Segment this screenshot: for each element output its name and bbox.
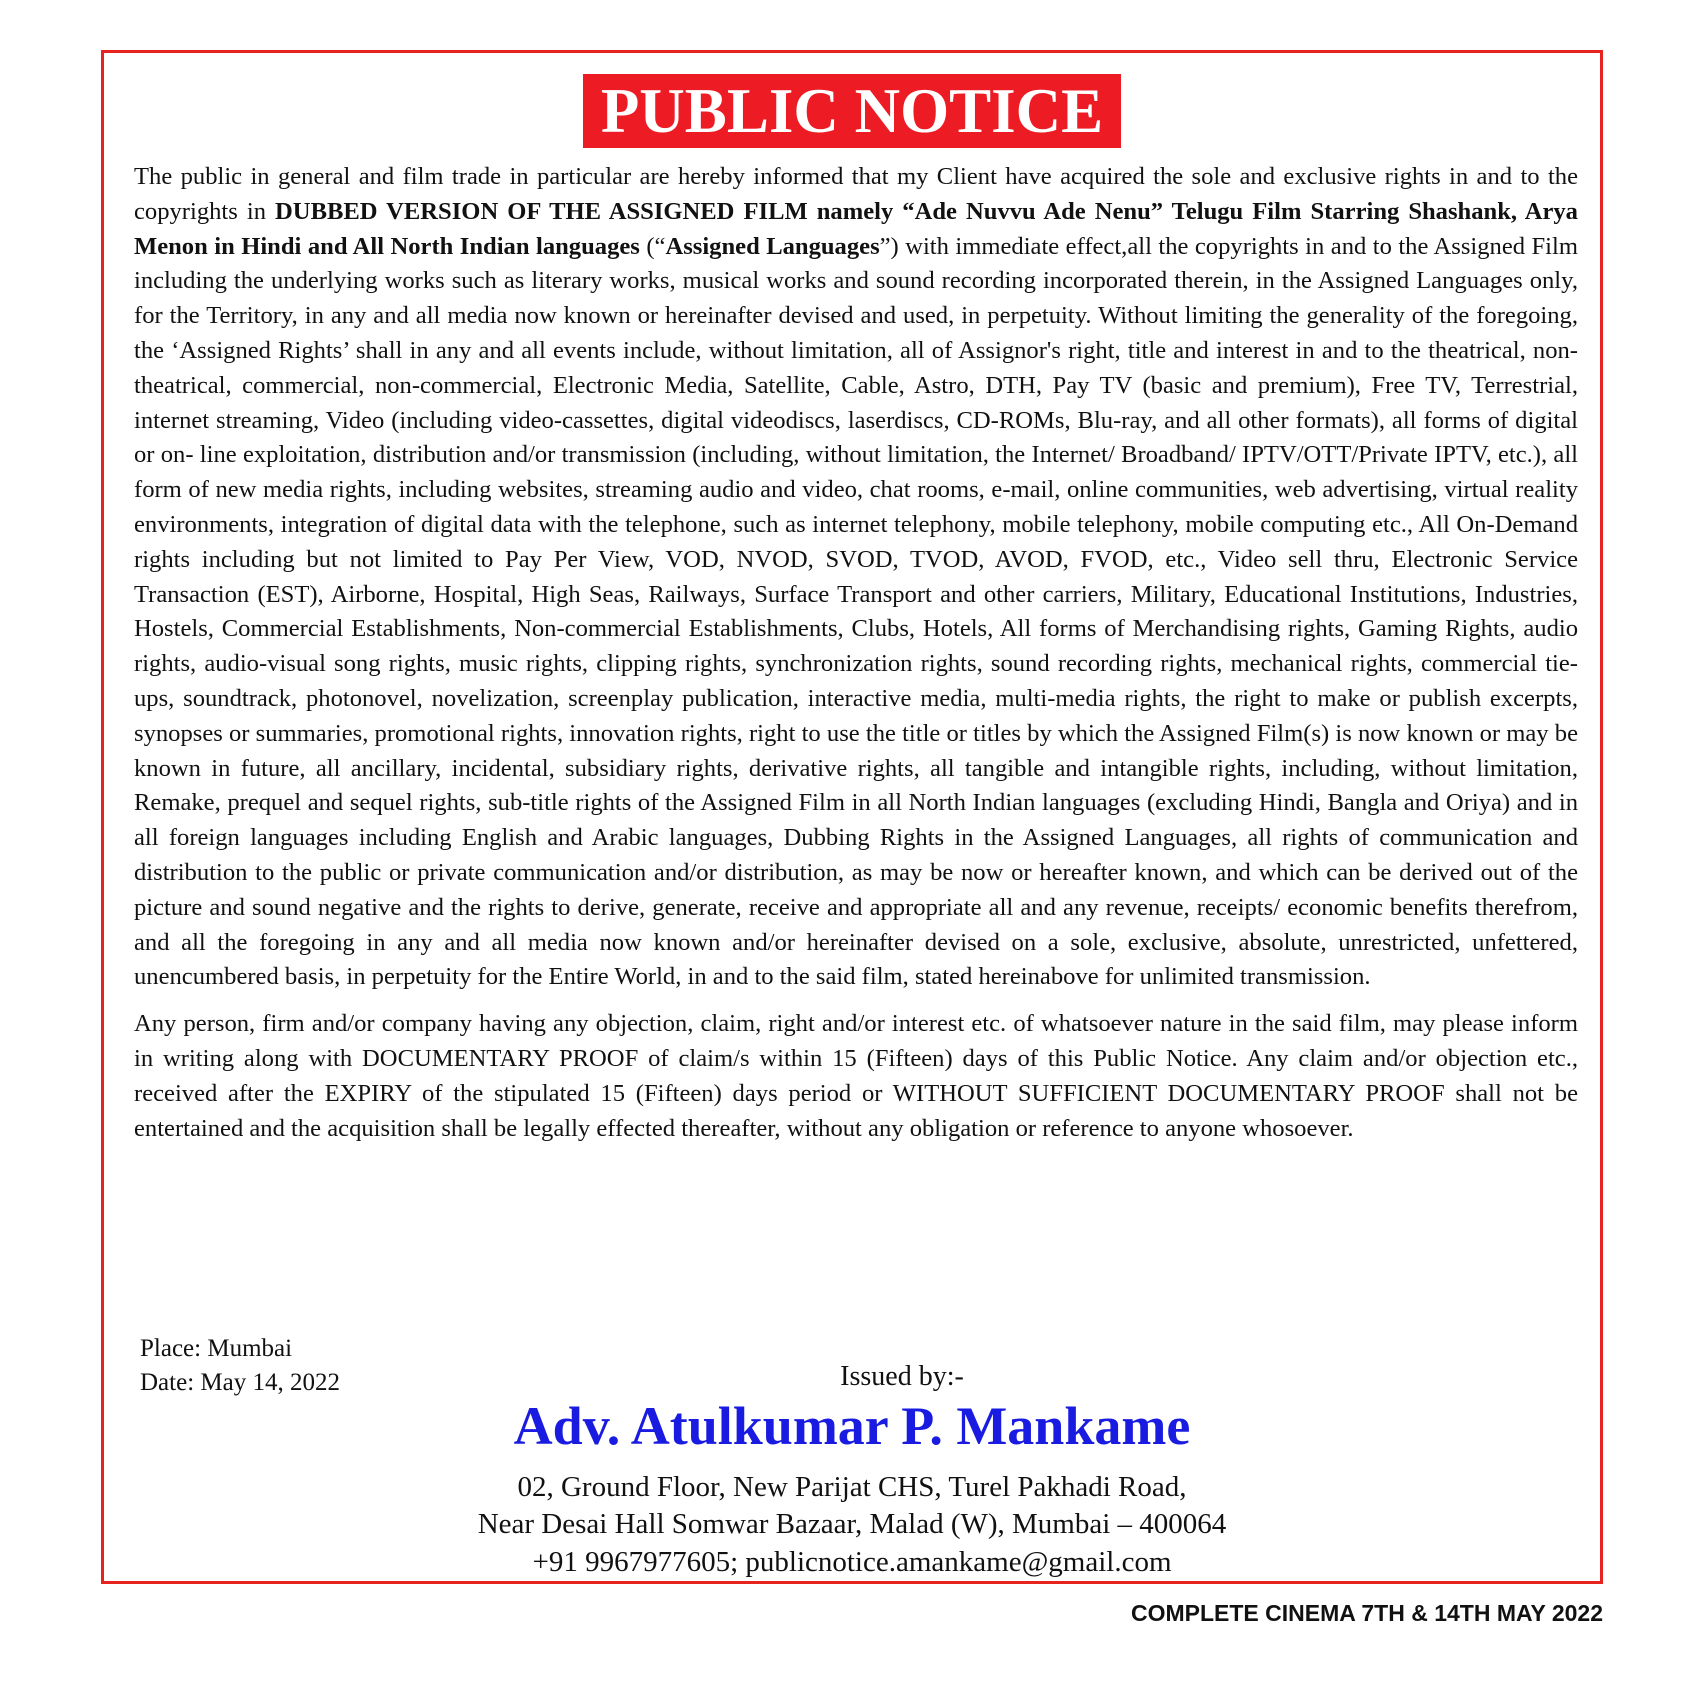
title-wrap <box>104 74 1600 148</box>
notice-title: PUBLIC NOTICE <box>583 74 1121 148</box>
p1-bold-film: DUBBED VERSION OF THE ASSIGNED FILM namely “Ade Nuvvu Ade Nenu” Telugu Film Starring Shashank, Arya Menon in Hindi and All North Indian languages <box>134 197 1578 260</box>
advocate-name: Adv. Atulkumar P. Mankame <box>513 1396 1191 1456</box>
p1-text-2: (“ <box>639 232 666 260</box>
address-line-1: 02, Ground Floor, New Parijat CHS, Turel Pakhadi Road, <box>517 1471 1187 1503</box>
paragraph-rights <box>134 160 1578 995</box>
notice-frame <box>101 50 1603 1584</box>
publication-footer: COMPLETE CINEMA 7TH & 14TH MAY 2022 <box>1130 1600 1603 1626</box>
p1-bold-languages: Assigned Languages <box>665 232 880 260</box>
p1-text-1: The public in general and film trade in particular are hereby informed that my Client have acquired the sole and exclusive rights in and to the copyrights in <box>134 163 1578 225</box>
notice-body <box>134 160 1578 1146</box>
address-line-2: Near Desai Hall Somwar Bazaar, Malad (W), Mumbai – 400064 <box>477 1508 1227 1540</box>
p1-text-3: ”) with immediate effect,all the copyrights in and to the Assigned Film including the underlying works such as literary works, musical works and sound recording incorporated therein, in the Assigned Languages only, for the Territory, in any and all media now known or hereinafter devised and used, in perpetuity. Without limiting the generality of the foregoing, the ‘Assigned Rights’ shall in any and all events include, without limitation, all of Assignor's right, title and interest in and to the theatrical, non-theatrical, commercial, non-commercial, Electronic Media, Satellite, Cable, Astro, DTH, Pay TV (basic and premium), Free TV, Terrestrial, internet streaming, Video (including video-cassettes, digital videodiscs, laserdiscs, CD-ROMs, Blu-ray, and all other formats), all forms of digital or on- line exploitation, distribution and/or transmission (including, without limitation, the Internet/ Broadband/ IPTV/OTT/Private IPTV, etc.), all form of new media rights, including websites, streaming audio and video, chat rooms, e-mail, online communities, web advertising, virtual reality environments, integration of digital data with the telephone, such as internet telephony, mobile telephony, mobile computing etc., All On-Demand rights including but not limited to Pay Per View, VOD, NVOD, SVOD, TVOD, AVOD, FVOD, etc., Video sell thru, Electronic Service Transaction (EST), Airborne, Hospital, High Seas, Railways, Surface Transport and other carriers, Military, Educational Institutions, Industries, Hostels, Commercial Establishments, Non-commercial Establishments, Clubs, Hotels, All forms of Merchandising rights, Gaming Rights, audio rights, audio-visual song rights, music rights, clipping rights, synchronization rights, sound recording rights, mechanical rights, commercial tie-ups, soundtrack, photonovel, novelization, screenplay publication, interactive media, multi-media rights, the right to make or publish excerpts, synopses or summaries, promotional rights, innovation rights, right to use the title or titles by which the Assigned Film(s) is now known or may be known in future, all ancillary, incidental, subsidiary rights, derivative rights, all tangible and intangible rights, including, without limitation, Remake, prequel and sequel rights, sub-title rights of the Assigned Film in all North Indian languages (excluding Hindi, Bangla and Oriya) and in all foreign languages including English and Arabic languages, Dubbing Rights in the Assigned Languages, all rights of communication and distribution to the public or private communication and/or distribution, as may be now or hereafter known, and which can be derived out of the picture and sound negative and the rights to derive, generate, receive and appropriate all and any revenue, receipts/ economic benefits therefrom, and all the foregoing in any and all media now known and/or hereinafter devised on a sole, exclusive, absolute, unrestricted, unfettered, unencumbered basis, in perpetuity for the Entire World, in and to the said film, stated hereinabove for unlimited transmission. <box>134 232 1578 991</box>
contact-line: +91 9967977605; publicnotice.amankame@gmail.com <box>532 1546 1172 1578</box>
paragraph-objection: Any person, firm and/or company having any objection, claim, right and/or interest etc. of whatsoever nature in the said film, may please inform in writing along with DOCUMENTARY PROOF of claim/s within 15 (Fifteen) days of this Public Notice. Any claim and/or objection etc., received after the EXPIRY of the stipulated 15 (Fifteen) days period or WITHOUT SUFFICIENT DOCUMENTARY PROOF shall not be entertained and the acquisition shall be legally effected thereafter, without any obligation or reference to anyone whosoever. <box>134 1010 1578 1142</box>
issued-by-label: Issued by:- <box>840 1361 964 1392</box>
date-text: Date: May 14, 2022 <box>140 1369 340 1396</box>
place-text: Place: Mumbai <box>140 1335 293 1362</box>
